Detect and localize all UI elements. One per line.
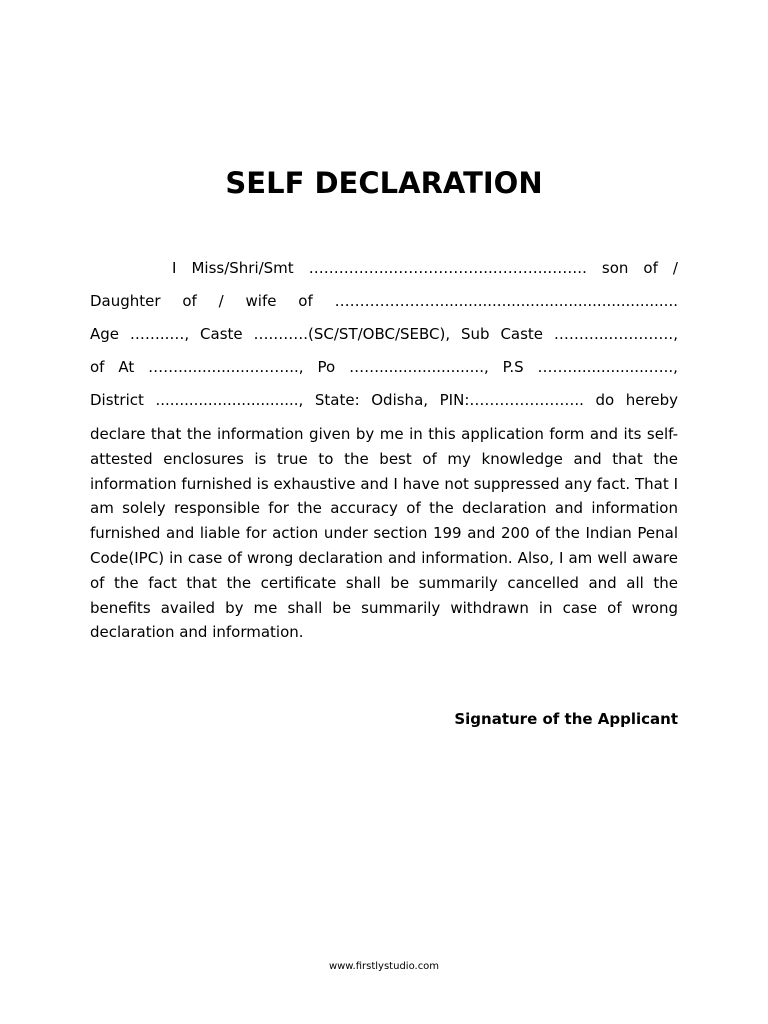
signature-label: Signature of the Applicant — [454, 710, 678, 728]
word: P.S — [502, 358, 524, 376]
footer-url: www.firstlystudio.com — [328, 961, 440, 972]
pin-blank: PIN:………………….. — [439, 391, 584, 409]
word: Age — [90, 325, 120, 343]
po-blank: ……......................, — [349, 358, 489, 376]
word: wife — [245, 292, 277, 310]
word: / — [218, 292, 224, 310]
word: District — [90, 391, 144, 409]
at-blank: …….................…….., — [148, 358, 304, 376]
word: Po — [317, 358, 336, 376]
word: Odisha, — [371, 391, 429, 409]
word: Sub — [461, 325, 490, 343]
word: son — [601, 259, 629, 277]
word: of — [298, 292, 313, 310]
address-line — [90, 357, 678, 377]
relation-blank: ………………….................................................. — [334, 292, 678, 310]
word: of — [182, 292, 197, 310]
word: Miss/Shri/Smt — [191, 259, 294, 277]
relation-line — [90, 291, 678, 311]
declaration-body: declare that the information given by me in this application form and its self-attested enclosures is true to the best of my knowledge and that the information furnished is exhaustive and I have not suppressed any fact. That I am solely responsible for the accuracy of the declaration and information furnished and liable for action under section 199 and 200 of the Indian Penal Code(IPC) in case of wrong declaration and information. Also, I am well aware of the fact that the certificate shall be summarily cancelled and all the benefits availed by me shall be summarily withdrawn in case of wrong declaration and information. — [90, 425, 678, 642]
word: State: — [314, 391, 360, 409]
ps-blank: …….................….., — [537, 358, 678, 376]
word: Caste — [200, 325, 243, 343]
word: of — [643, 259, 658, 277]
district-blank: .............................., — [155, 391, 304, 409]
name-line — [172, 258, 678, 278]
name-blank: ……………..………………..………..…….. — [308, 259, 587, 277]
word: of — [90, 358, 105, 376]
caste-blank: ….…….(SC/ST/OBC/SEBC), — [253, 325, 451, 343]
word: Caste — [500, 325, 544, 343]
district-line — [90, 390, 678, 410]
age-caste-line — [90, 324, 678, 344]
age-blank: ……..…, — [129, 325, 190, 343]
word: At — [118, 358, 135, 376]
word: hereby — [625, 391, 678, 409]
word: do — [595, 391, 615, 409]
sub-caste-blank: ………..…………., — [553, 325, 678, 343]
page-title: SELF DECLARATION — [225, 166, 543, 200]
word: I — [172, 259, 177, 277]
word: Daughter — [90, 292, 161, 310]
word: / — [672, 259, 678, 277]
